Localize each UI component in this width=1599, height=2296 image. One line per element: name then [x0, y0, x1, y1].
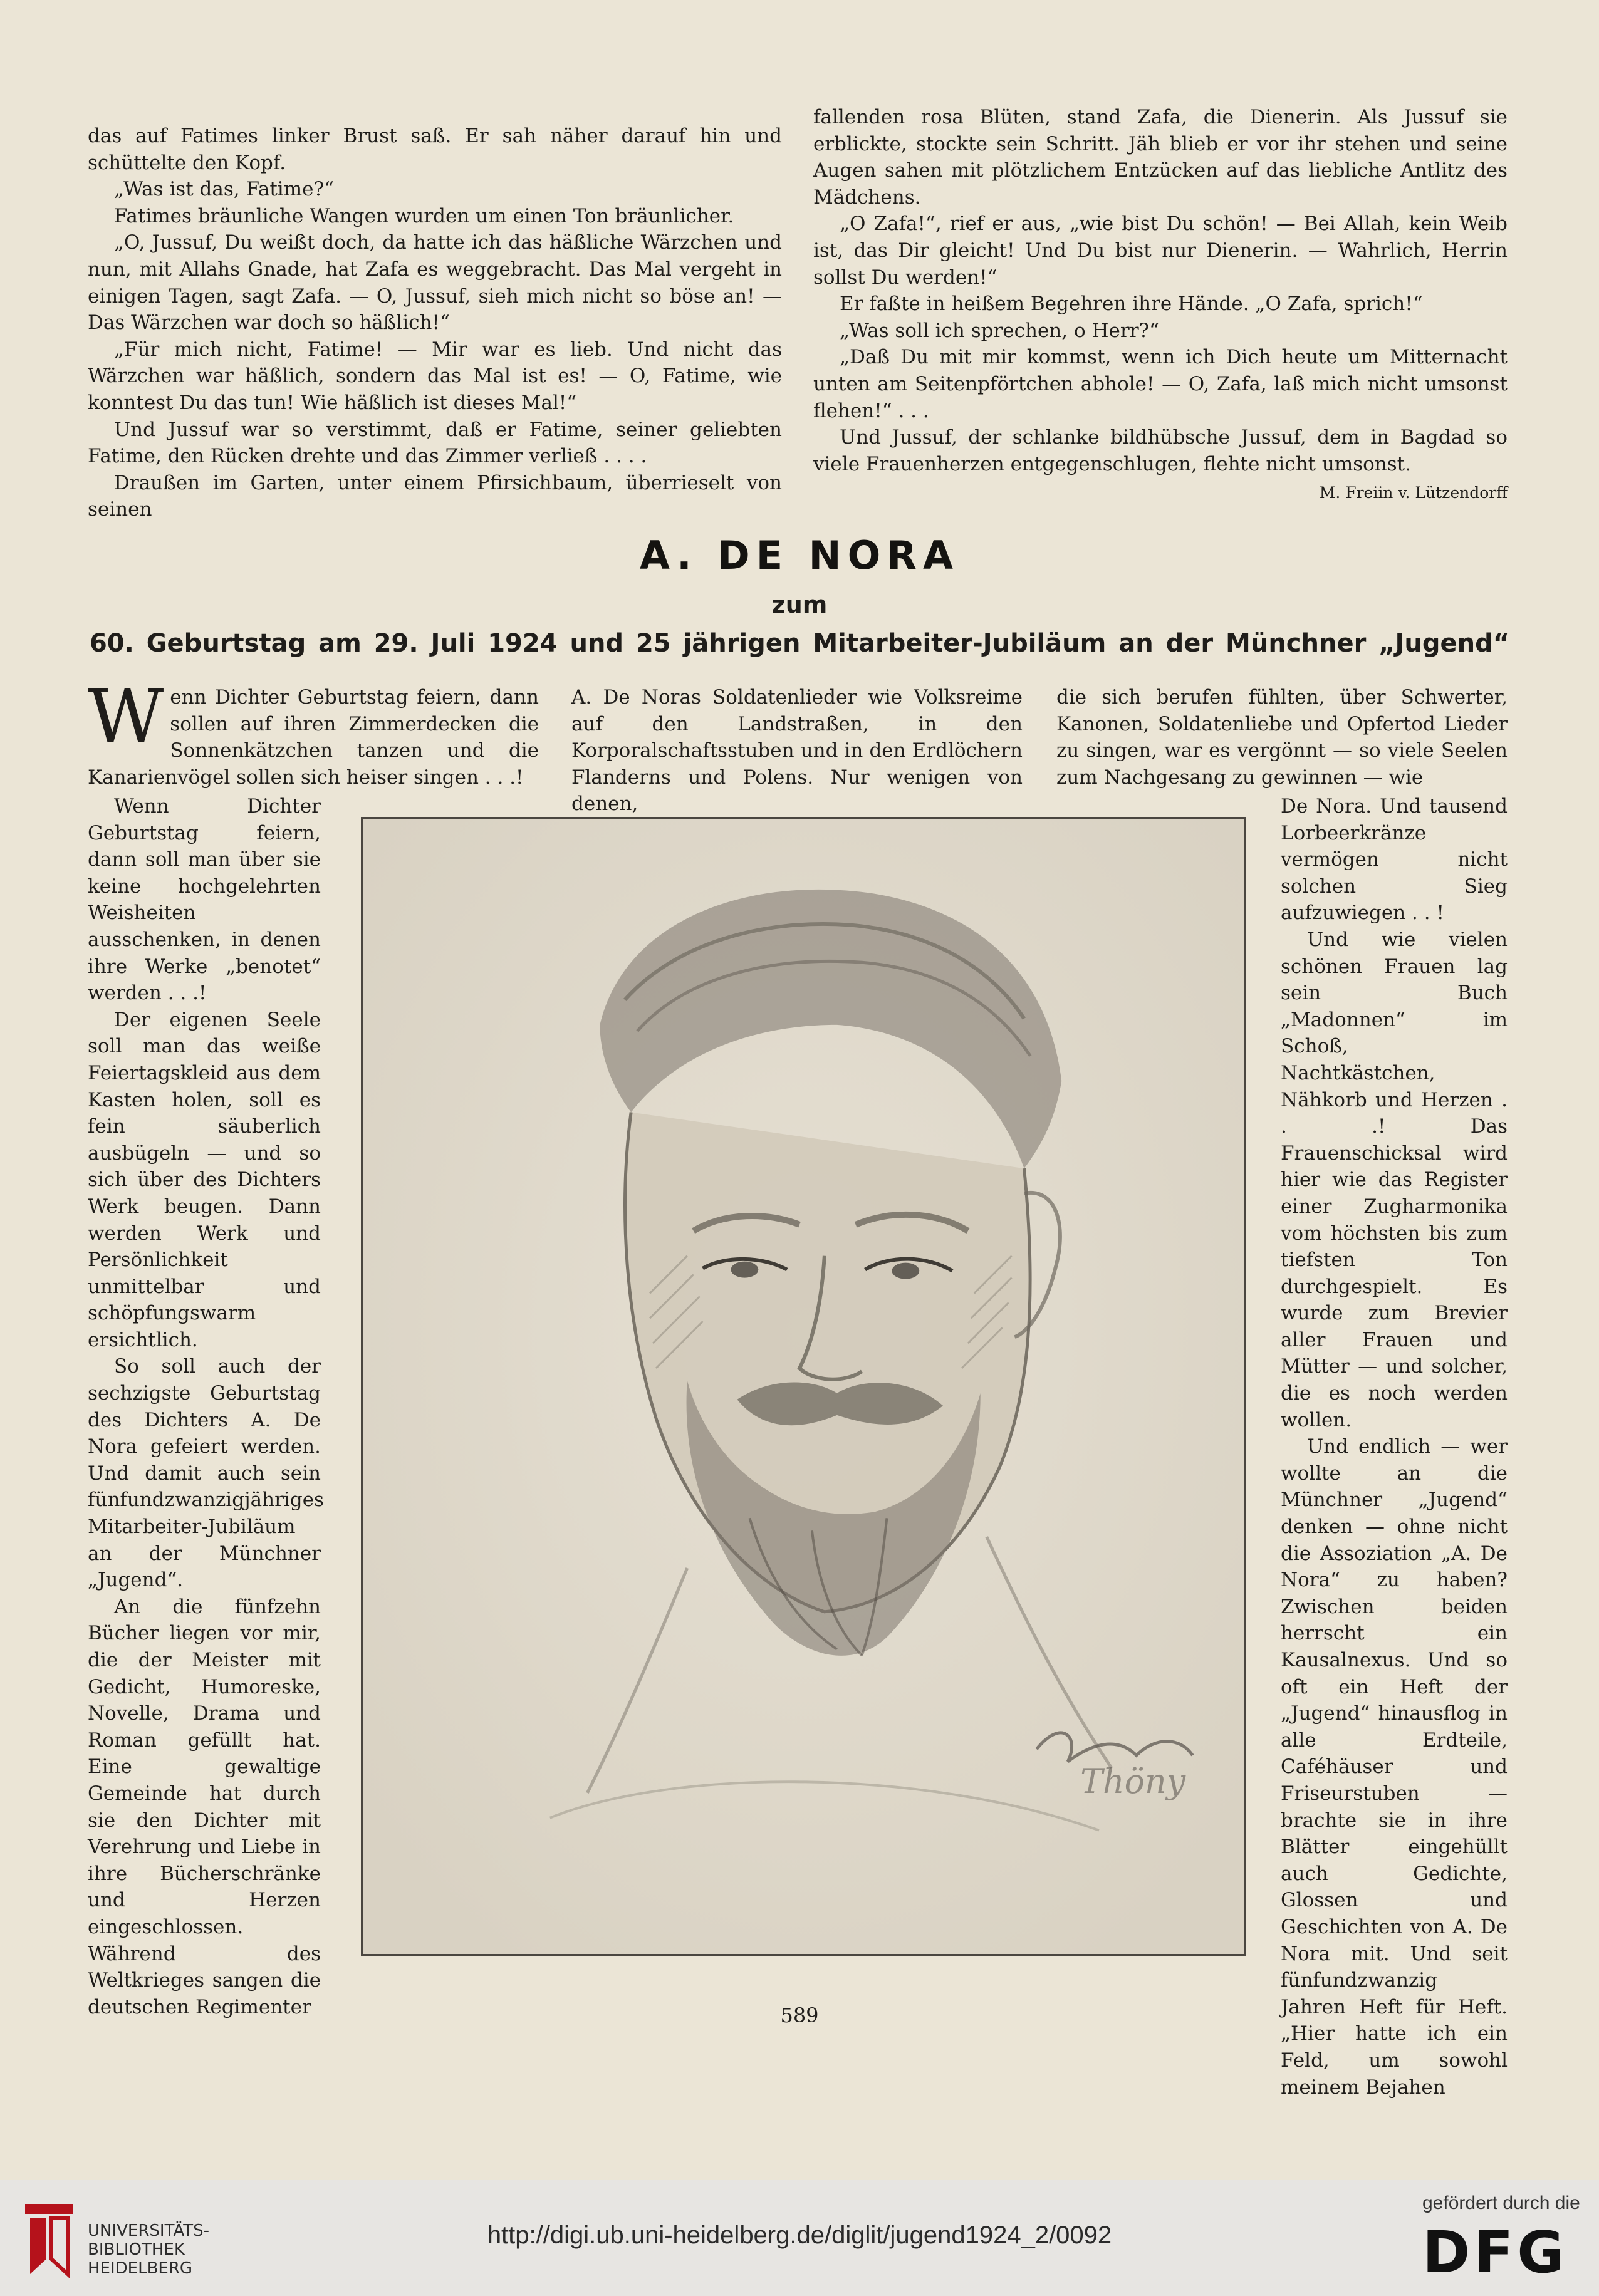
- story-paragraph: „O Zafa!“, rief er aus, „wie bist Du schön! — Bei Allah, kein Weib ist, das Dir gleicht! Und Du bist nur Dienerin. — Wahrlich, Herrin sollst Du werden!“: [813, 212, 1508, 289]
- story-column-right: [813, 104, 1508, 507]
- article-text: A. De Noras Soldatenlieder wie Volksreime auf den Landstraßen, in den Korporalschaftsstuben und in den Erdlöchern Flanderns und Polens. Nur wenigen von denen,: [571, 686, 1023, 816]
- library-name-line: BIBLIOTHEK: [88, 2240, 185, 2259]
- story-paragraph: Und Jussuf, der schlanke bildhübsche Jussuf, dem in Bagdad so viele Frauenherzen entgegenschlugen, flehte nicht umsonst.: [813, 426, 1508, 475]
- article-title: A. DE NORA: [640, 532, 959, 578]
- portrait-drawing: [361, 817, 1246, 1956]
- story-paragraph: „Daß Du mit mir kommst, wenn ich Dich heute um Mitternacht unten am Seitenpförtchen abhole! — O, Zafa, laß mich nicht umsonst flehen!“ . . .: [813, 346, 1508, 422]
- library-name-line: HEIDELBERG: [88, 2259, 193, 2278]
- article-intro-column-1: [88, 673, 539, 791]
- story-paragraph: Fatimes bräunliche Wangen wurden um einen Ton bräunlicher.: [114, 204, 734, 227]
- story-paragraph: „O, Jussuf, Du weißt doch, da hatte ich das häßliche Wärzchen und nun, mit Allahs Gnade, hat Zafa es weggebracht. Das Mal vergeht in einigen Tagen, sagt Zafa. — O, Jussuf, sieh mich nicht so böse an! — Das Wärzchen war doch so häßlich!“: [88, 231, 782, 335]
- article-paragraph: Wenn Dichter Geburtstag feiern, dann soll man über sie keine hochgelehrten Weisheiten ausschenken, in denen ihre Werke „benotet“ werden . . .!: [88, 795, 321, 1005]
- drop-cap: W: [88, 673, 164, 760]
- story-paragraph: Draußen im Garten, unter einem Pfirsichbaum, überrieselt von seinen: [88, 471, 782, 521]
- story-paragraph: das auf Fatimes linker Brust saß. Er sah näher darauf hin und schüttelte den Kopf.: [88, 125, 782, 174]
- story-paragraph: Er faßte in heißem Begehren ihre Hände. „O Zafa, sprich!“: [840, 293, 1423, 316]
- article-intro-column-3: [1056, 684, 1508, 791]
- article-paragraph: An die fünfzehn Bücher liegen vor mir, die der Meister mit Gedicht, Humoreske, Novelle, Drama und Roman gefüllt hat. Eine gewaltige Gemeinde hat durch sie den Dichter mit Verehrung und Liebe in ihre Bücherschränke und Herzen eingeschlossen. Während des Weltkrieges sangen die deutschen Regimenter: [88, 1595, 321, 2018]
- digitization-footer: [0, 2180, 1599, 2296]
- article-paragraph: Und endlich — wer wollte an die Münchner „Jugend“ denken — ohne nicht die Assoziation „A. De Nora“ zu haben? Zwischen beiden herrscht ein Kausalnexus. Und so oft ein Heft der „Jugend“ hinausflog in alle Erdteile, Caféhäuser und Friseurstuben — brachte sie in ihre Blätter eingehüllt auch Gedichte, Glossen und Geschichten von A. De Nora mit. Und seit fünfundzwanzig Jahren Heft für Heft. „Hier hatte ich ein Feld, um sowohl meinem Bejahen: [1281, 1435, 1508, 2099]
- article-column-left: [88, 793, 324, 2020]
- story-column-left: [88, 123, 782, 523]
- story-paragraph: „Was ist das, Fatime?“: [114, 178, 334, 201]
- article-paragraph: Und wie vielen schönen Frauen lag sein Buch „Madonnen“ im Schoß, Nachtkästchen, Nähkorb und Herzen . . .! Das Frauenschicksal wird hier wie das Register einer Zugharmonika vom höchsten bis zum tiefsten Ton durchgespielt. Es wurde zum Brevier aller Frauen und Mütter — und solcher, die es noch werden wollen.: [1281, 928, 1508, 1431]
- article-title-connector: zum: [771, 591, 828, 618]
- dfg-logo: DFG: [1422, 2219, 1568, 2286]
- article-text: die sich berufen fühlten, über Schwerter, Kanonen, Soldatenliebe und Opfertod Lieder zu singen, war es vergönnt — so viele Seelen zum Nachgesang zu gewinnen — wie: [1056, 686, 1508, 789]
- funding-note: gefördert durch die: [1422, 2193, 1580, 2213]
- article-text: enn Dichter Geburtstag feiern, dann sollen auf ihren Zimmerdecken die Sonnenkätzchen tanzen und die Kanarienvögel sollen sich heiser singen . . .!: [88, 686, 539, 789]
- article-paragraph: De Nora. Und tausend Lorbeerkränze vermögen nicht solchen Sieg aufzuwiegen . . !: [1281, 795, 1508, 925]
- article-paragraph: Der eigenen Seele soll man das weiße Feiertagskleid aus dem Kasten holen, soll es fein säuberlich ausbügeln — und so sich über des Dichters Werk beugen. Dann werden Werk und Persönlichkeit unmittelbar und schöpfungswarm ersichtlich.: [88, 1008, 321, 1351]
- story-paragraph: „Was soll ich sprechen, o Herr?“: [840, 319, 1159, 342]
- story-paragraph: „Für mich nicht, Fatime! — Mir war es lieb. Und nicht das Wärzchen war häßlich, sondern das Mal ist es! — O, Fatime, wie konntest Du das tun! Wie häßlich ist dieses Mal!“: [88, 338, 782, 414]
- page-number: 589: [780, 2003, 819, 2027]
- article-paragraph: So soll auch der sechzigste Geburtstag des Dichters A. De Nora gefeiert werden. Und damit auch sein fünfundzwanzigjähriges Mitarbeiter-Jubiläum an der Münchner „Jugend“.: [88, 1355, 324, 1592]
- story-author-signature: M. Freiin v. Lützendorff: [1319, 484, 1508, 502]
- library-name-line: UNIVERSITÄTS-: [88, 2221, 209, 2240]
- article-subtitle: 60. Geburtstag am 29. Juli 1924 und 25 jährigen Mitarbeiter-Jubiläum an der Münchner „Jugend“: [89, 629, 1510, 658]
- article-intro-column-2: [571, 684, 1023, 818]
- article-column-right: [1281, 793, 1508, 2101]
- source-url-link[interactable]: http://digi.ub.uni-heidelberg.de/diglit/jugend1924_2/0092: [487, 2221, 1112, 2249]
- story-paragraph: Und Jussuf war so verstimmt, daß er Fatime, seiner geliebten Fatime, den Rücken drehte und das Zimmer verließ . . . .: [88, 418, 782, 468]
- portrait-artist-signature: Thöny: [1080, 1761, 1185, 1801]
- story-paragraph: fallenden rosa Blüten, stand Zafa, die Dienerin. Als Jussuf sie erblickte, stockte sein Schritt. Jäh blieb er vor ihr stehen und seine Augen sahen mit plötzlichem Entzücken auf das liebliche Antlitz des Mädchens.: [813, 106, 1508, 209]
- portrait-sketch-image: [363, 819, 1244, 1954]
